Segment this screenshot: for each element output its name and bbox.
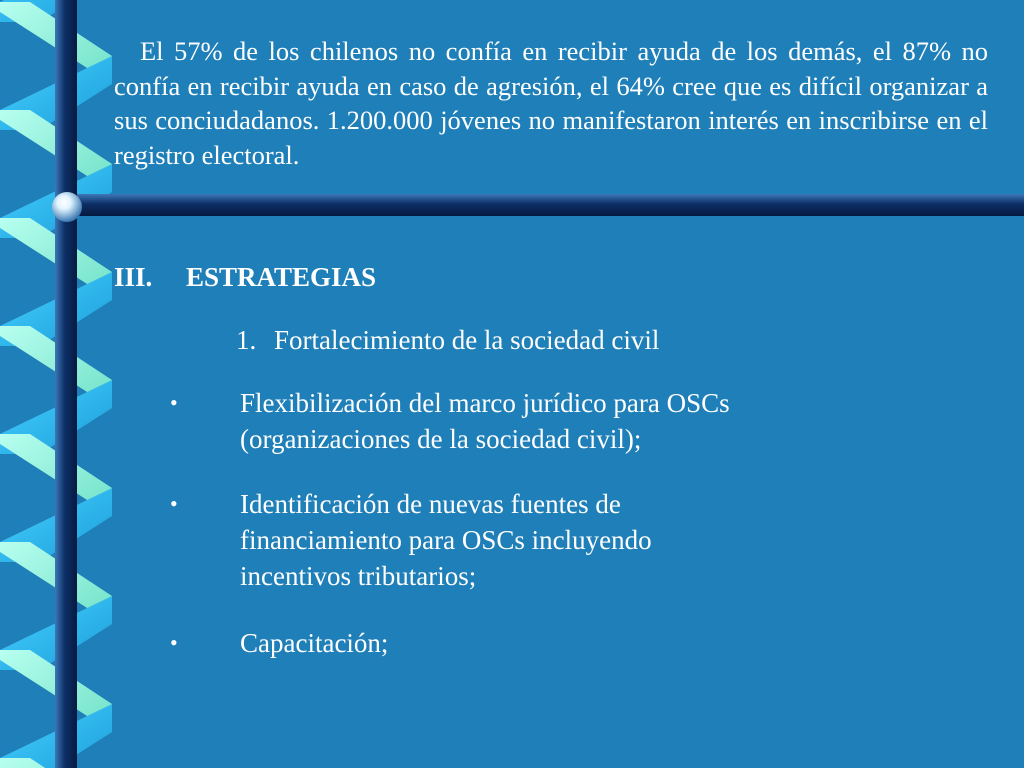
sphere-ornament-icon	[50, 190, 84, 224]
intro-paragraph: El 57% de los chilenos no confía en recibir ayuda de los demás, el 87% no confía en recibir ayuda en caso de agresión, el 64% cree que es difícil organizar a sus conciudadanos. 1.200.000 jóvenes no manifestaron interés en inscribirse en el registro electoral.	[114, 36, 988, 170]
bullet-icon: •	[170, 390, 178, 415]
bullet-line: financiamiento para OSCs incluyendo	[240, 525, 652, 555]
bullet-icon: •	[170, 491, 178, 516]
section-title: ESTRATEGIAS	[186, 262, 377, 292]
bullet-text	[240, 625, 890, 661]
bullet-text	[240, 385, 890, 457]
section-heading	[114, 259, 376, 295]
horizontal-divider-bar	[60, 192, 1024, 218]
bullet-line: incentivos tributarios;	[240, 561, 477, 591]
vertical-divider-bar	[52, 0, 80, 768]
bullet-text	[240, 486, 890, 594]
bullet-line: Capacitación;	[240, 628, 389, 658]
subsection-heading	[236, 322, 659, 358]
section-number: III.	[114, 262, 153, 292]
bullet-line: Identificación de nuevas fuentes de	[240, 489, 621, 519]
bullet-icon: •	[170, 630, 178, 655]
subsection-title: Fortalecimiento de la sociedad civil	[274, 325, 660, 355]
bullet-line: Flexibilización del marco jurídico para OSCs	[240, 388, 730, 418]
bullet-line: (organizaciones de la sociedad civil);	[240, 424, 642, 454]
subsection-number: 1.	[236, 325, 257, 355]
